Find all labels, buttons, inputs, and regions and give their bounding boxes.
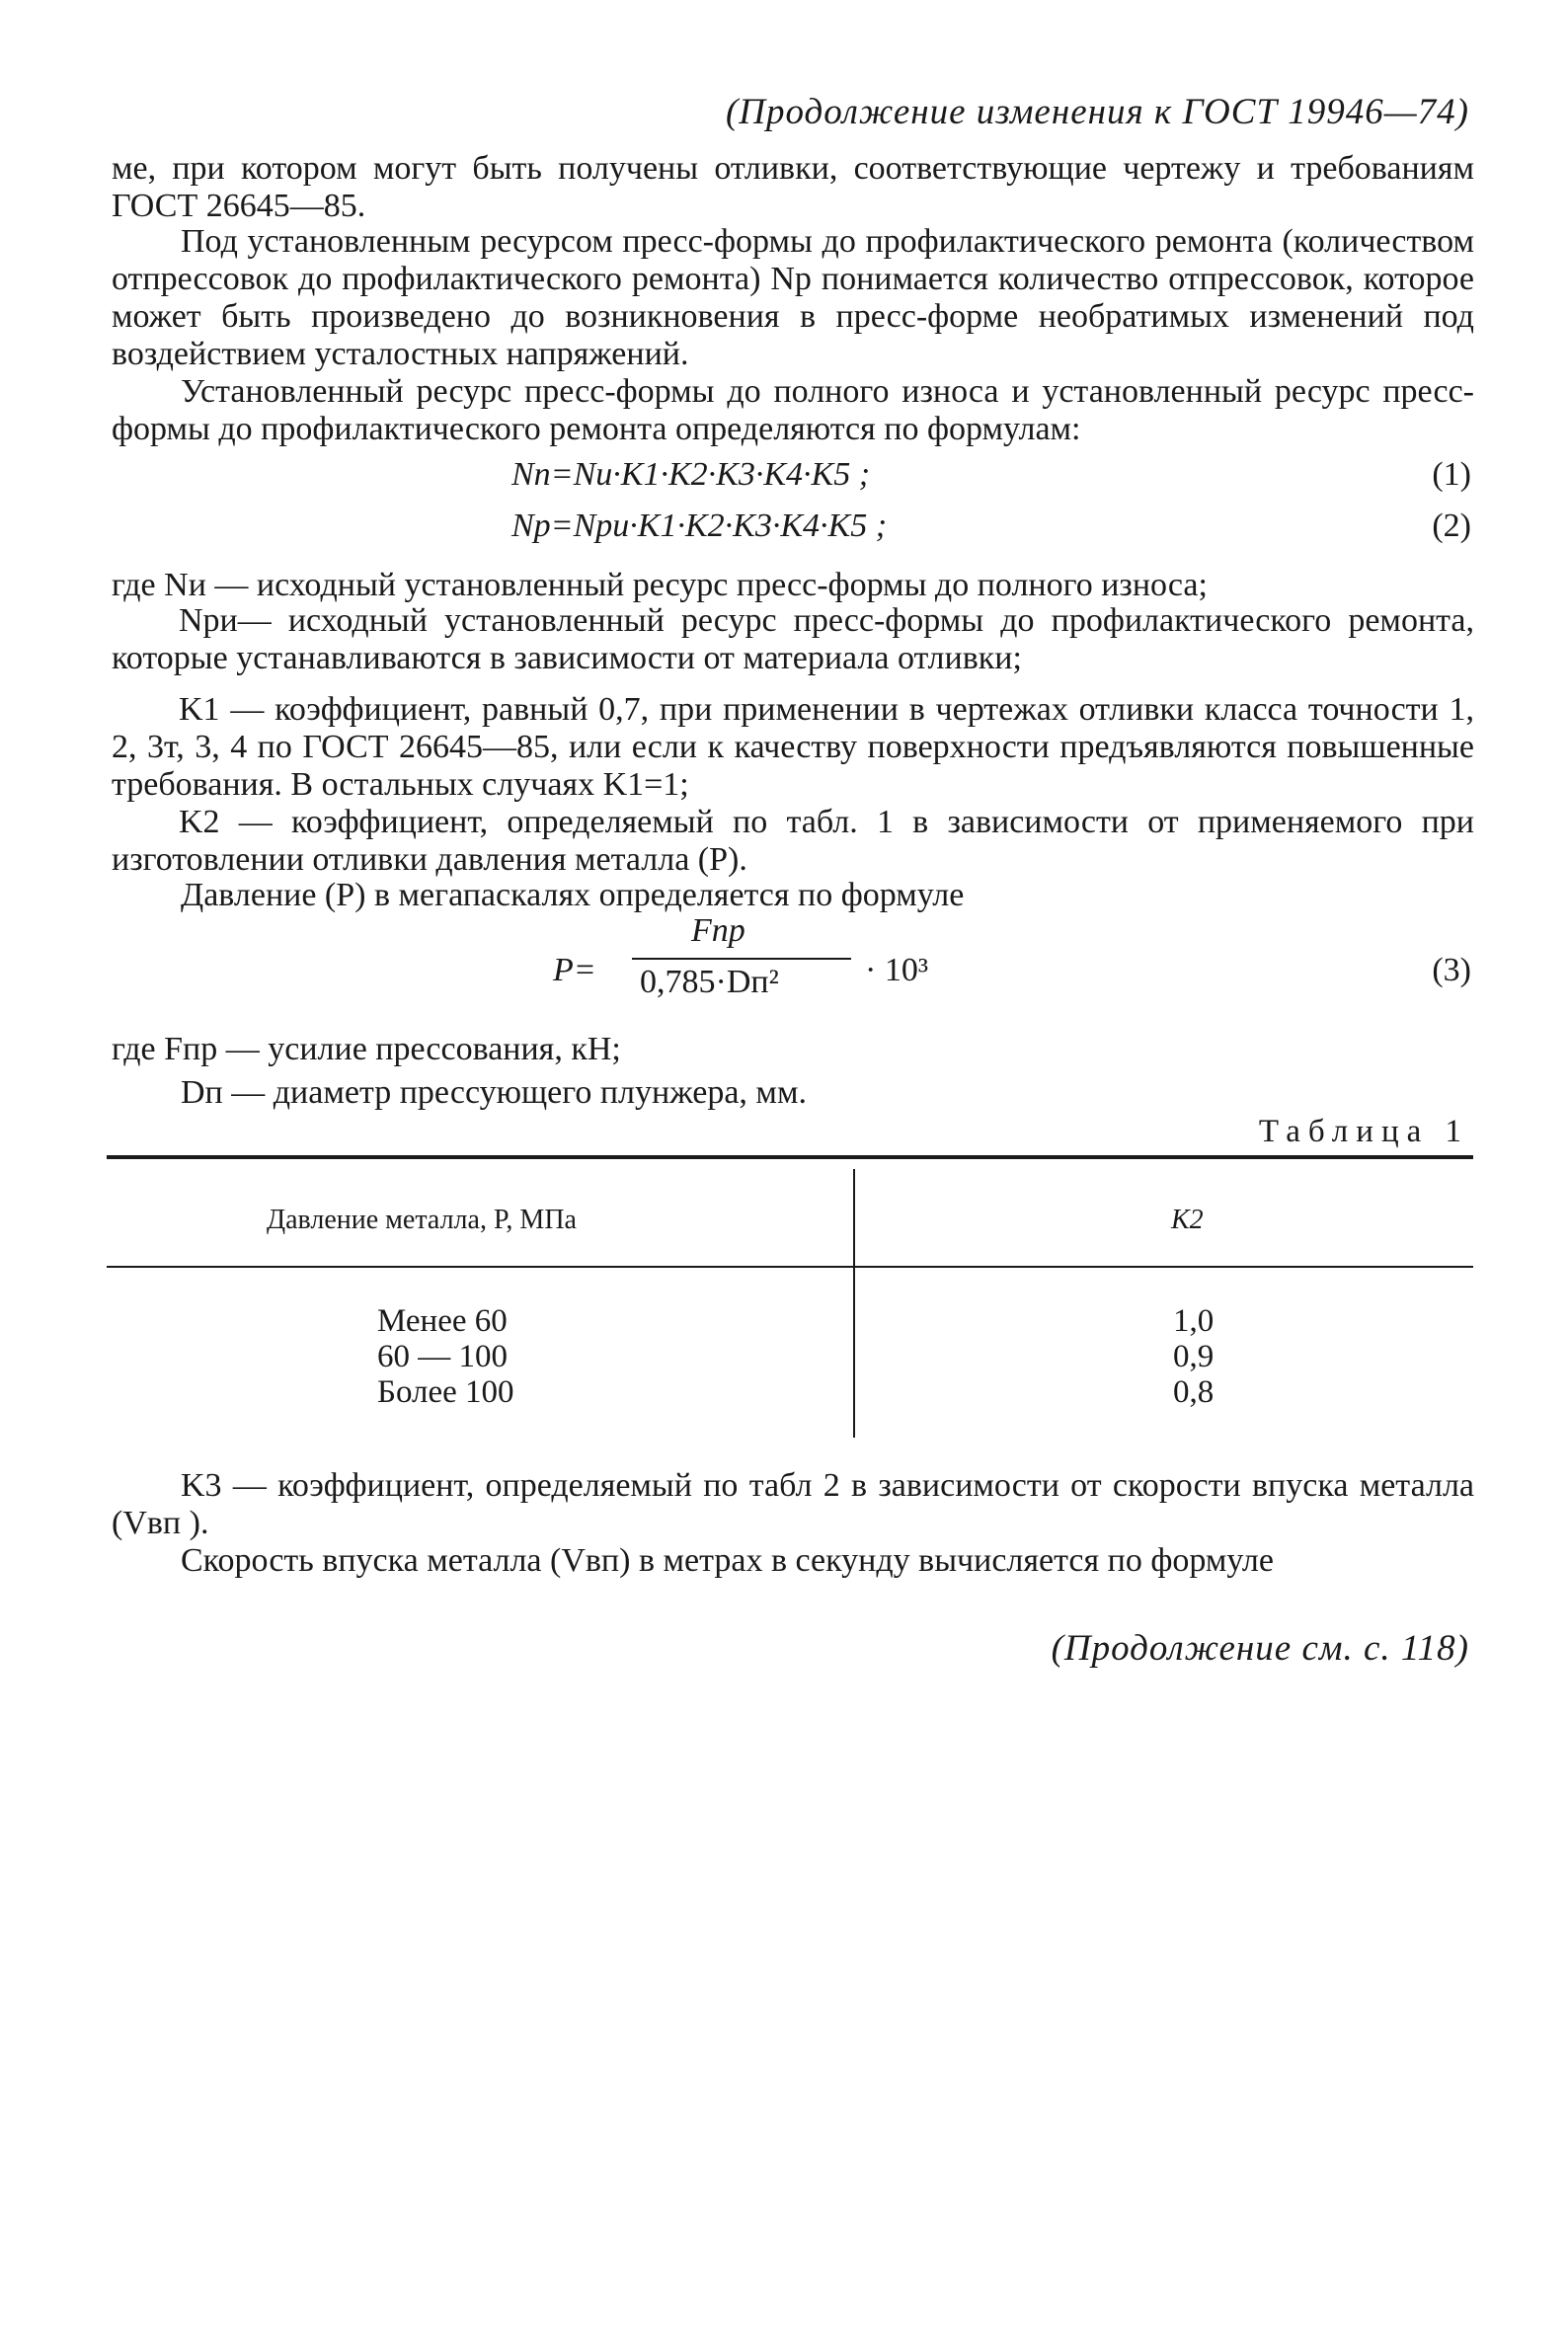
definition-k3: K3 — коэффициент, определяемый по табл 2 в зависимости от скорости впуска металла (Vвп ). xyxy=(112,1467,1474,1541)
formula-1-number: (1) xyxy=(1432,456,1471,493)
formula-3-denominator: 0,785·Dп² xyxy=(640,964,779,1000)
definition-ni: где Nи — исходный установленный ресурс пресс-формы до полного износа; xyxy=(112,567,1208,603)
paragraph-3: Установленный ресурс пресс-формы до полного износа и установленный ресурс пресс-формы до профилактического ремонта определяются по формулам: xyxy=(112,373,1474,447)
formula-3-multiplier: · 10³ xyxy=(865,952,929,988)
page-footer: (Продолжение см. с. 118) xyxy=(1051,1628,1469,1669)
injection-speed-intro: Скорость впуска металла (Vвп) в метрах в секунду вычисляется по формуле xyxy=(181,1542,1274,1579)
table-column-divider xyxy=(853,1169,855,1438)
table-header-pressure: Давление металла, P, МПа xyxy=(267,1205,577,1235)
formula-3 xyxy=(0,906,1568,1025)
paragraph-1: ме, при котором могут быть получены отливки, соответствующие чертежу и требованиям ГОСТ 26645—85. xyxy=(112,150,1474,224)
table-cell: 0,9 xyxy=(1173,1339,1215,1374)
formula-3-number: (3) xyxy=(1432,952,1471,988)
table-cell: Более 100 xyxy=(377,1374,514,1410)
definition-fpr: где Fпр — усилие прессования, кН; xyxy=(112,1031,621,1067)
definition-dp: Dп — диаметр прессующего плунжера, мм. xyxy=(181,1074,807,1111)
table-top-rule xyxy=(107,1155,1473,1159)
table-label: Таблица 1 xyxy=(1258,1114,1469,1149)
formula-3-lhs: P= xyxy=(553,952,596,988)
table-header-k2: K2 xyxy=(1171,1205,1204,1235)
table-cell: Менее 60 xyxy=(377,1303,508,1339)
table-column-pressure xyxy=(377,1303,514,1410)
definition-k1: K1 — коэффициент, равный 0,7, при применении в чертежах отливки класса точности 1, 2, 3т, 3, 4 по ГОСТ 26645—85, или если к качеству поверхности предъявляются повышенные требования. В остальных случаях K1=1; xyxy=(112,691,1474,803)
formula-3-numerator: Fпр xyxy=(691,912,745,949)
definition-nri: Nри— исходный установленный ресурс пресс-формы до профилактического ремонта, которые устанавливаются в зависимости от материала отливки; xyxy=(112,602,1474,676)
table-cell: 0,8 xyxy=(1173,1374,1215,1410)
table-column-k2 xyxy=(1173,1303,1214,1410)
table-header-rule xyxy=(107,1266,1473,1268)
formula-2-expression: Nр=Nри·K1·K2·K3·K4·K5 ; xyxy=(511,508,888,544)
fraction-bar xyxy=(632,958,851,960)
table-cell: 60 — 100 xyxy=(377,1339,508,1374)
formula-2-number: (2) xyxy=(1432,508,1471,544)
table-1 xyxy=(107,1155,1473,1442)
paragraph-2: Под установленным ресурсом пресс-формы до профилактического ремонта (количеством отпрессовок до профилактического ремонта) Nр понимается количество отпрессовок, которое может быть произведено до возникновения в пресс-форме необратимых изменений под воздействием усталостных напряжений. xyxy=(112,223,1474,372)
pressure-intro: Давление (P) в мегапаскалях определяется по формуле xyxy=(181,877,965,913)
formula-1-expression: Nп=Nи·K1·K2·K3·K4·K5 ; xyxy=(511,456,871,493)
page-header: (Продолжение изменения к ГОСТ 19946—74) xyxy=(725,92,1469,132)
table-cell: 1,0 xyxy=(1173,1303,1215,1339)
definition-k2: K2 — коэффициент, определяемый по табл. 1 в зависимости от применяемого при изготовлении отливки давления металла (P). xyxy=(112,804,1474,878)
